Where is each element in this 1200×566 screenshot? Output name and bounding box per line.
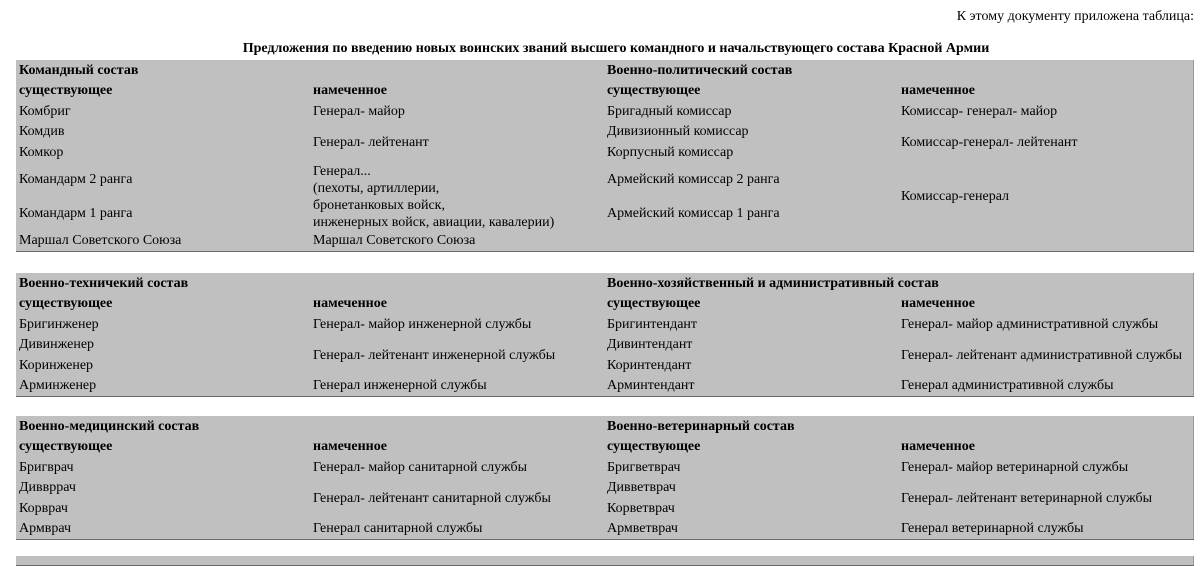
table-cell: Комиссар-генерал- лейтенант bbox=[901, 134, 1078, 150]
table-cell: Дивинженер bbox=[19, 337, 95, 353]
table-cell: Бригветврач bbox=[607, 459, 681, 475]
table-cell: Генерал- лейтенант bbox=[313, 134, 429, 150]
table-cell: Армврач bbox=[19, 521, 72, 536]
table-cell: Генерал- лейтенант административной службы bbox=[901, 347, 1183, 363]
section-title-right: Военно-политический состав bbox=[607, 62, 793, 78]
table-cell: Корпусный комиссар bbox=[607, 144, 734, 160]
section-medical bbox=[16, 416, 1194, 540]
col-header-proposed: намеченное bbox=[901, 296, 975, 312]
table-cell: Командарм 2 ранга bbox=[19, 172, 133, 187]
table-cell: Коринтендант bbox=[607, 357, 692, 373]
table-cell: Маршал Советского Союза bbox=[19, 233, 182, 248]
table-cell: Арминтендант bbox=[607, 378, 695, 393]
table-cell: Дивинтендант bbox=[607, 337, 693, 353]
table-cell: Маршал Советского Союза bbox=[313, 233, 476, 248]
table-cell: Генерал- майор санитарной службы bbox=[313, 459, 528, 475]
table-cell bbox=[604, 231, 898, 252]
section-title-left: Военно-техничекий состав bbox=[19, 275, 189, 291]
table-cell: Бригадный комиссар bbox=[607, 103, 732, 119]
table-cell: Генерал- майор инженерной службы bbox=[313, 316, 532, 332]
table-cell: Комкор bbox=[19, 144, 64, 160]
table-cell: Генерал- лейтенант санитарной службы bbox=[313, 490, 551, 506]
section-title-left: Военно-медицинский состав bbox=[19, 418, 200, 434]
section-command bbox=[16, 60, 1194, 252]
table-cell: Комиссар- генерал- майор bbox=[901, 103, 1058, 119]
section-next-partial bbox=[16, 556, 1194, 566]
table-cell: Бригинженер bbox=[19, 316, 99, 332]
table-cell: Генерал- майор bbox=[313, 103, 405, 119]
col-header-proposed: намеченное bbox=[313, 83, 387, 99]
table-cell: Генерал ветеринарной службы bbox=[901, 521, 1084, 536]
table-cell: Комиссар-генерал bbox=[901, 189, 1010, 204]
table-cell: Армейский комиссар 1 ранга bbox=[607, 206, 780, 221]
table-cell: Бригинтендант bbox=[607, 316, 698, 332]
col-header-existing: существующее bbox=[607, 83, 701, 99]
table-cell: Командарм 1 ранга bbox=[19, 206, 133, 221]
table-cell: Генерал- майор ветеринарной службы bbox=[901, 459, 1129, 475]
col-header-proposed: намеченное bbox=[901, 83, 975, 99]
attachment-note: К этому документу приложена таблица: bbox=[956, 9, 1194, 24]
table-cell: Генерал- лейтенант ветеринарной службы bbox=[901, 490, 1153, 506]
col-header-existing: существующее bbox=[607, 439, 701, 455]
table-cell: Генерал- лейтенант инженерной службы bbox=[313, 347, 556, 363]
section-title-right: Военно-ветеринарный состав bbox=[607, 418, 795, 434]
table-cell: Арминженер bbox=[19, 378, 97, 393]
table-cell: Армейский комиссар 2 ранга bbox=[607, 172, 780, 187]
table-cell bbox=[898, 231, 1193, 252]
table-cell: Корврач bbox=[19, 500, 68, 516]
table-cell: Генерал административной службы bbox=[901, 378, 1114, 393]
table-cell: Бригврач bbox=[19, 459, 74, 475]
table-cell: Дивветврач bbox=[607, 480, 676, 496]
col-header-proposed: намеченное bbox=[313, 439, 387, 455]
col-header-existing: существующее bbox=[607, 296, 701, 312]
table-cell: Генерал санитарной службы bbox=[313, 521, 483, 536]
col-header-existing: существующее bbox=[19, 83, 113, 99]
table-cell: Комбриг bbox=[19, 103, 71, 119]
table-cell: Генерал инженерной службы bbox=[313, 378, 487, 393]
table-cell: Армветврач bbox=[607, 521, 678, 536]
table-cell: Диввррач bbox=[19, 480, 76, 496]
document-title: Предложения по введению новых воинских званий высшего командного и начальствующего состава Красной Армии bbox=[242, 41, 990, 56]
table-cell: Корветврач bbox=[607, 500, 675, 516]
section-technical bbox=[16, 273, 1194, 397]
col-header-proposed: намеченное bbox=[901, 439, 975, 455]
section-title-left: Командный состав bbox=[19, 62, 139, 78]
table-cell: Генерал- майор административной службы bbox=[901, 316, 1159, 332]
table-cell: Генерал... (пехоты, артиллерии, бронетанковых войск, инженерных войск, авиации, кавалерии) bbox=[313, 163, 555, 230]
section-title-right: Военно-хозяйственный и административный состав bbox=[607, 275, 939, 291]
col-header-existing: существующее bbox=[19, 439, 113, 455]
table-cell: Дивизионный комиссар bbox=[607, 124, 749, 140]
table-cell: Комдив bbox=[19, 124, 65, 140]
col-header-proposed: намеченное bbox=[313, 296, 387, 312]
table-cell: Коринженер bbox=[19, 357, 94, 373]
col-header-existing: существующее bbox=[19, 296, 113, 312]
